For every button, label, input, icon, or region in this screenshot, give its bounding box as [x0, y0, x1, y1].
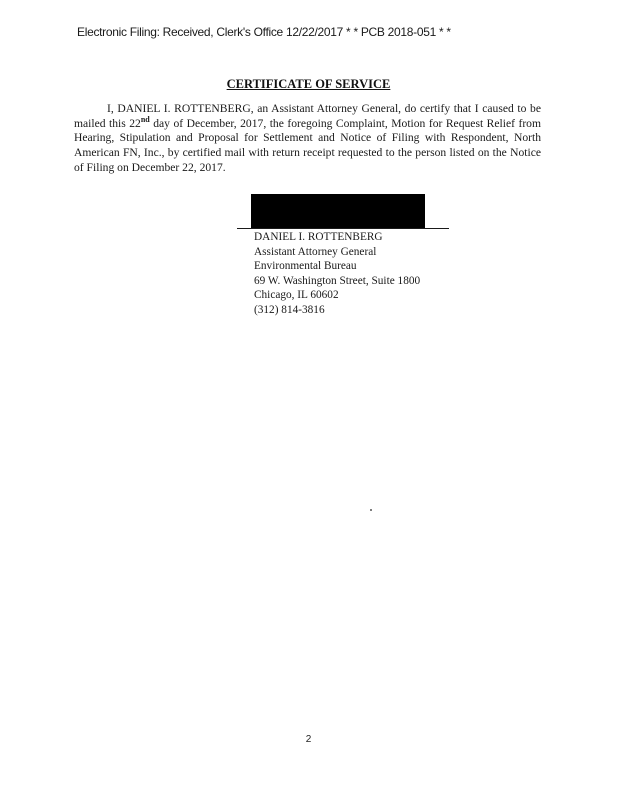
signer-city: Chicago, IL 60602 [254, 289, 339, 302]
certificate-title: CERTIFICATE OF SERVICE [226, 77, 391, 91]
signer-street: 69 W. Washington Street, Suite 1800 [254, 274, 421, 287]
page-number: 2 [305, 734, 312, 745]
ordinal-suffix: nd [140, 114, 150, 124]
certificate-body [74, 102, 541, 176]
signature-block [254, 230, 420, 318]
signature-redaction [251, 194, 425, 228]
certificate-body-part2: day of December, 2017, the foregoing Complaint, Motion for Request Relief from Hearing, Stipulation and Proposal for Settlement and Notice of Filing with Respondent, North American FN, Inc., by certified mail with return receipt requested to the person listed on the Notice of Filing on December 22, 2017. [74, 116, 541, 174]
certificate-body-part1: I, DANIEL I. ROTTENBERG, an Assistant Attorney General, do certify that I caused to be mailed this 22 [74, 102, 541, 130]
signer-name: DANIEL I. ROTTENBERG [254, 231, 383, 243]
signer-phone: (312) 814-3816 [254, 303, 325, 316]
filing-stamp-header: Electronic Filing: Received, Clerk's Office 12/22/2017 * * PCB 2018-051 * * [77, 25, 451, 39]
scan-speck [370, 509, 372, 511]
signer-title: Assistant Attorney General [254, 245, 377, 258]
signature-line [237, 228, 449, 229]
signer-bureau: Environmental Bureau [254, 260, 357, 273]
